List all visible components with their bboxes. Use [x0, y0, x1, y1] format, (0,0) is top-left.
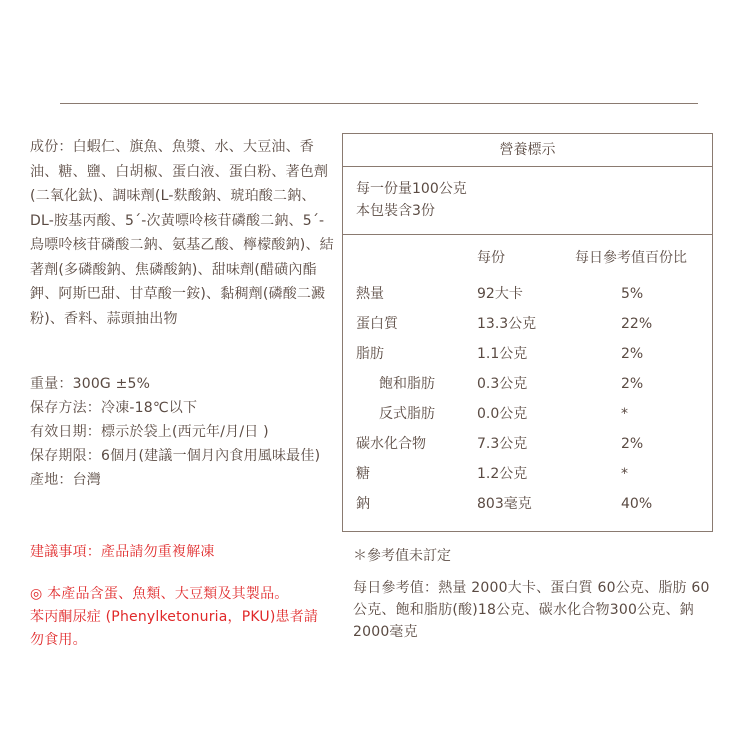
nutrient-row [343, 372, 712, 396]
nutrient-row [343, 462, 712, 486]
nutrient-name: 糖 [356, 466, 370, 482]
shelf-life-text: 保存期限：6個月(建議一個月內食用風味最佳) [30, 448, 321, 464]
nutrient-row [343, 282, 712, 306]
nutrient-pct: 2% [621, 376, 644, 392]
nutrient-value: 1.2公克 [477, 466, 528, 482]
nutrient-value: 0.3公克 [477, 376, 528, 392]
nutrient-row [343, 432, 712, 456]
top-divider [60, 103, 698, 104]
nutrient-pct: 5% [621, 286, 644, 302]
nutrient-value: 0.0公克 [477, 406, 528, 422]
storage-text: 保存方法：冷凍-18℃以下 [30, 400, 198, 416]
nutrient-pct: * [621, 466, 628, 482]
nutrient-name: 碳水化合物 [356, 436, 426, 452]
nutrient-pct: 2% [621, 346, 644, 362]
nutrition-title: 營養標示 [343, 134, 712, 167]
serving-info [356, 178, 467, 222]
serving-size: 每一份量100公克 [356, 181, 467, 197]
nutrient-value: 7.3公克 [477, 436, 528, 452]
servings-per-pack: 本包裝含3份 [356, 203, 435, 219]
daily-reference-text: 每日參考值：熱量 2000大卡、蛋白質 60公克、脂肪 60公克、飽和脂肪(酸)18公克、碳水化合物300公克、鈉2000毫克 [353, 580, 710, 640]
nutrient-value: 92大卡 [477, 286, 523, 302]
advice-text: 建議事項：產品請勿重複解凍 [30, 544, 215, 560]
weight-text: 重量：300G ±5% [30, 376, 151, 392]
nutrient-row [343, 402, 712, 426]
nutrient-pct: * [621, 406, 628, 422]
nutrient-name: 反式脂肪 [379, 406, 435, 422]
nutrient-value: 803毫克 [477, 496, 532, 512]
nutrient-value: 13.3公克 [477, 316, 537, 332]
product-specs [30, 372, 335, 492]
product-info [30, 135, 335, 648]
nutrient-name: 脂肪 [356, 346, 384, 362]
allergen-warning: ◎ 本產品含蛋、魚類、大豆類及其製品。 苯丙酮尿症 (Phenylketonuria，PKU)患者請勿食用。 [30, 586, 319, 648]
nutrient-row [343, 492, 712, 516]
footnote-text: ＊參考值未訂定 [353, 548, 451, 564]
nutrient-pct: 22% [621, 316, 653, 332]
nutrient-name: 蛋白質 [356, 316, 398, 332]
nutrient-row [343, 312, 712, 336]
col-per-serving: 每份 [477, 250, 505, 266]
nutrient-name: 鈉 [356, 496, 370, 512]
nutrition-panel [342, 133, 713, 532]
expiry-text: 有效日期：標示於袋上(西元年/月/日 ) [30, 424, 269, 440]
nutrient-name: 飽和脂肪 [379, 376, 435, 392]
col-daily-pct: 每日參考值百份比 [575, 250, 687, 266]
nutrient-value: 1.1公克 [477, 346, 528, 362]
ingredients-text: 成份：白蝦仁、旗魚、魚漿、水、大豆油、香油、糖、鹽、白胡椒、蛋白液、蛋白粉、著色劑(二氧化鈦)、調味劑(L-麩酸鈉、琥珀酸二鈉、DL-胺基丙酸、5´-次黃嘌呤核苷磷酸二鈉、5´-鳥嘌呤核苷磷酸二鈉、氨基乙酸、檸檬酸鈉)、結著劑(多磷酸鈉、焦磷酸鈉)、甜味劑(醋磺內酯鉀、阿斯巴甜、甘草酸一銨)、黏稠劑(磷酸二澱粉)、香料、蒜頭抽出物 [30, 139, 334, 327]
nutrient-pct: 40% [621, 496, 653, 512]
nutrient-row [343, 342, 712, 366]
nutrient-pct: 2% [621, 436, 644, 452]
nutrient-name: 熱量 [356, 286, 384, 302]
panel-divider [343, 234, 712, 235]
origin-text: 產地：台灣 [30, 472, 101, 488]
